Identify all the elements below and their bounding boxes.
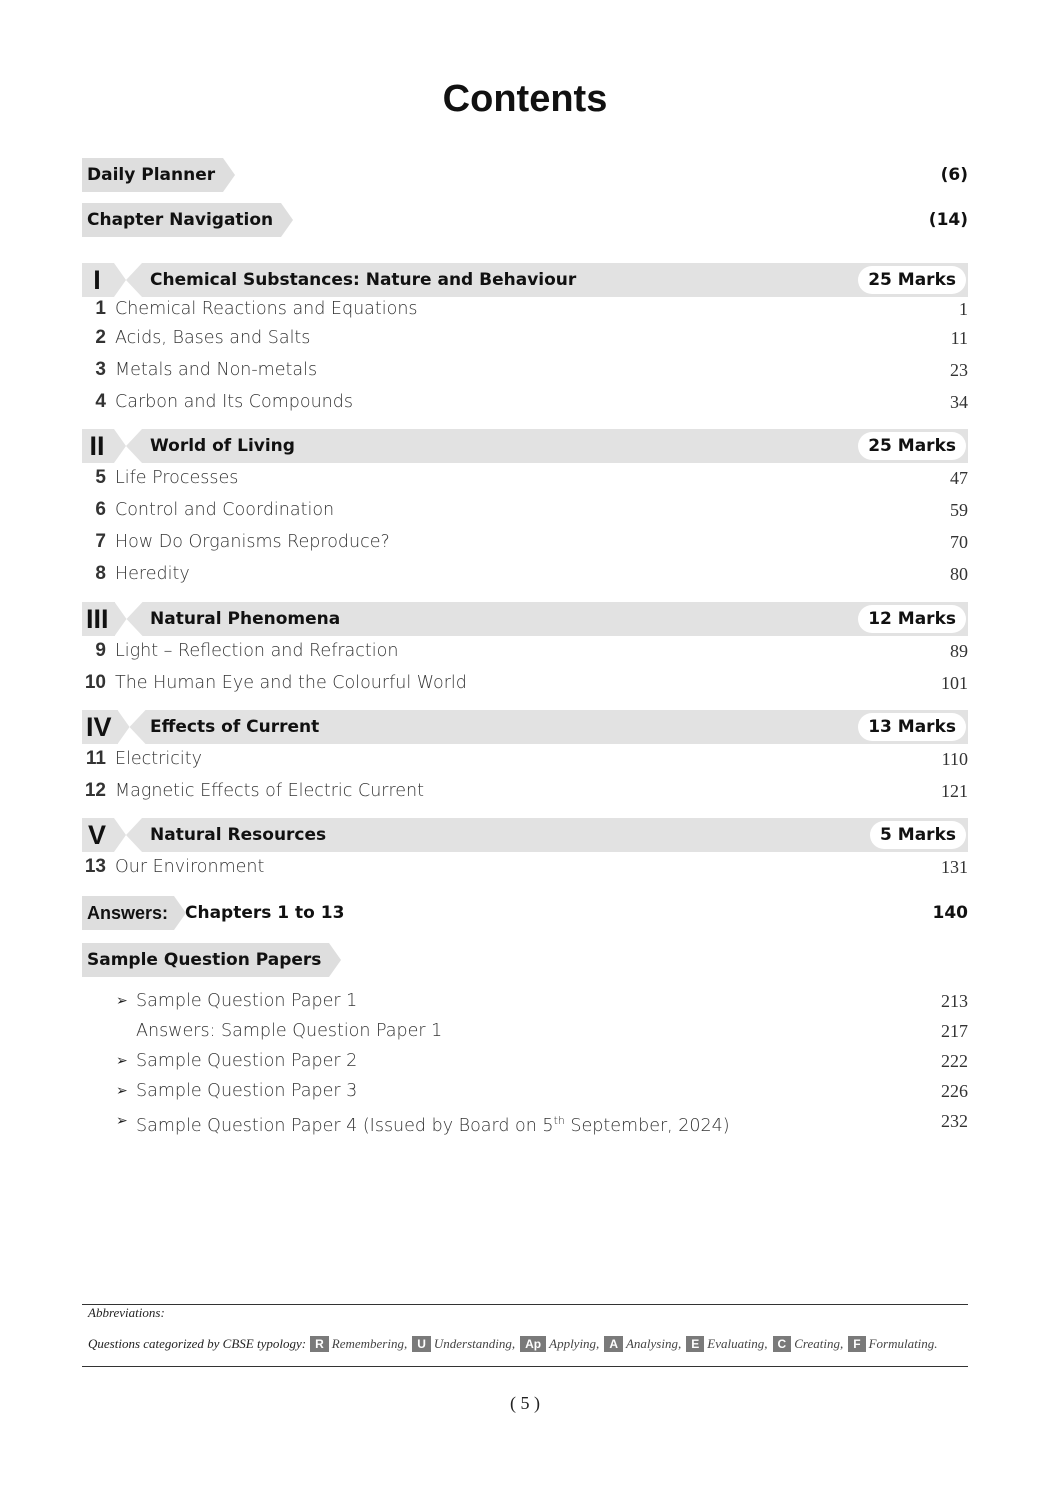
chapter-page: 80 [950, 564, 968, 584]
sample-paper-row[interactable] [116, 1017, 968, 1045]
sample-paper-name-prefix: Sample Question Paper 4 (Issued by Board on 5 [136, 1115, 554, 1136]
chapter-row[interactable] [82, 560, 968, 588]
unit-title: Natural Phenomena [150, 609, 341, 629]
unit-title: Natural Resources [150, 825, 327, 845]
unit-roman: V [82, 818, 112, 852]
sample-paper-name: Sample Question Paper 2 [136, 1051, 358, 1071]
chapter-name: Light – Reflection and Refraction [115, 641, 399, 661]
chapter-row[interactable] [82, 637, 968, 665]
unit-title: Effects of Current [150, 717, 320, 737]
sample-paper-page: 222 [941, 1051, 968, 1071]
typology-code: U [412, 1336, 431, 1352]
typology-word: Applying, [549, 1336, 600, 1351]
chapter-row[interactable] [82, 295, 968, 323]
chapter-number: 8 [95, 563, 106, 584]
footer-bottom-rule [82, 1366, 968, 1367]
unit-marks: 5 Marks [870, 821, 966, 849]
daily-planner-label: Daily Planner [82, 158, 223, 192]
typology-word: Understanding, [433, 1336, 516, 1351]
chapter-row[interactable] [82, 324, 968, 352]
chapter-row[interactable] [82, 388, 968, 416]
chapter-row[interactable] [82, 853, 968, 881]
chapter-name: Magnetic Effects of Electric Current [115, 781, 425, 801]
chapter-number: 9 [95, 640, 106, 661]
unit-header-1[interactable] [82, 263, 968, 297]
sample-papers-heading: Sample Question Papers [82, 943, 329, 977]
chapter-row[interactable] [82, 777, 968, 805]
typology-word: Evaluating, [707, 1336, 768, 1351]
typology-word: Analysing, [625, 1336, 682, 1351]
sample-paper-name: Answers: Sample Question Paper 1 [136, 1021, 443, 1041]
chapter-page: 23 [950, 360, 968, 380]
sample-paper-name-suffix: September, 2024) [564, 1115, 730, 1136]
unit-marks: 13 Marks [858, 713, 966, 741]
sample-paper-page: 217 [941, 1021, 968, 1041]
typology-lead: Questions categorized by CBSE typology: [88, 1336, 307, 1351]
chapter-name: Electricity [115, 749, 202, 769]
typology-code: C [773, 1336, 792, 1352]
chapter-page: 47 [950, 468, 968, 488]
typology-word: Creating, [794, 1336, 844, 1351]
chapter-name: Control and Coordination [115, 500, 335, 520]
chapter-number: 3 [95, 359, 106, 380]
typology-code: R [310, 1336, 329, 1352]
chapter-name: Metals and Non-metals [115, 360, 318, 380]
chapter-name: How Do Organisms Reproduce? [115, 532, 390, 552]
typology-legend [88, 1334, 942, 1354]
chapter-number: 7 [95, 531, 106, 552]
chapter-page: 11 [950, 328, 968, 348]
answers-text: Chapters 1 to 13 [185, 903, 345, 923]
chapter-row[interactable] [82, 464, 968, 492]
sample-paper-row[interactable] [116, 1107, 968, 1135]
page-title: Contents [442, 78, 608, 120]
chapter-number: 11 [85, 748, 106, 769]
unit-roman: IV [82, 710, 116, 744]
unit-roman: I [82, 263, 112, 297]
unit-marks: 12 Marks [858, 605, 966, 633]
chapter-row[interactable] [82, 356, 968, 384]
typology-code: F [848, 1336, 865, 1352]
chapter-row[interactable] [82, 496, 968, 524]
chapter-row[interactable] [82, 745, 968, 773]
chapter-number: 4 [95, 391, 106, 412]
unit-roman: II [82, 429, 112, 463]
sample-paper-page: 226 [941, 1081, 968, 1101]
chapter-row[interactable] [82, 528, 968, 556]
unit-header-2[interactable] [82, 429, 968, 463]
arrow-bullet-icon: ➢ [116, 993, 128, 1009]
unit-title: Chemical Substances: Nature and Behaviour [150, 270, 577, 290]
chapter-navigation-page: (14) [928, 210, 968, 230]
sample-paper-page: 213 [941, 991, 968, 1011]
chapter-page: 101 [941, 673, 968, 693]
page-number: ( 5 ) [510, 1393, 540, 1413]
chapter-name: Chemical Reactions and Equations [115, 299, 418, 319]
chapter-number: 13 [84, 856, 106, 877]
arrow-bullet-icon: ➢ [116, 1083, 128, 1099]
typology-word: Formulating. [868, 1336, 938, 1351]
chapter-number: 2 [95, 327, 106, 348]
unit-header-5[interactable] [82, 818, 968, 852]
unit-title: World of Living [150, 436, 295, 456]
daily-planner-page: (6) [940, 165, 968, 185]
chapter-number: 5 [95, 467, 106, 488]
ordinal-suffix: th [553, 1114, 565, 1127]
unit-marks: 25 Marks [858, 432, 966, 460]
tag-arrow-shape [281, 203, 293, 237]
footer-top-rule [82, 1304, 968, 1305]
answers-label: Answers: [82, 896, 174, 930]
sample-paper-name: Sample Question Paper 3 [136, 1081, 358, 1101]
daily-planner-tag[interactable] [82, 158, 235, 192]
abbreviations-title: Abbreviations: [88, 1305, 165, 1320]
sample-paper-name: Sample Question Paper 1 [136, 991, 358, 1011]
sample-paper-page: 232 [941, 1111, 968, 1131]
arrow-bullet-icon: ➢ [116, 1053, 128, 1069]
chapter-page: 89 [950, 641, 968, 661]
arrow-bullet-icon: ➢ [116, 1113, 128, 1129]
chapter-row[interactable] [82, 669, 968, 697]
sample-papers-tag[interactable] [82, 943, 341, 977]
sample-paper-name [136, 1107, 730, 1140]
chapter-name: Heredity [115, 564, 190, 584]
chapter-page: 34 [950, 392, 968, 412]
chapter-page: 59 [950, 500, 968, 520]
typology-word: Remembering, [331, 1336, 408, 1351]
unit-header-4[interactable] [82, 710, 968, 744]
typology-code: A [604, 1336, 623, 1352]
sample-paper-row[interactable] [116, 987, 968, 1015]
chapter-number: 10 [84, 672, 106, 693]
typology-code: E [686, 1336, 704, 1352]
chapter-page: 131 [941, 857, 968, 877]
chapter-number: 1 [95, 298, 106, 319]
chapter-page: 110 [941, 749, 968, 769]
chapter-page: 1 [959, 299, 968, 319]
chapter-number: 12 [84, 780, 106, 801]
chapter-name: Life Processes [115, 468, 239, 488]
tag-arrow-shape [329, 943, 341, 977]
unit-roman: III [82, 602, 113, 636]
chapter-name: Our Environment [115, 857, 265, 877]
chapter-name: Carbon and Its Compounds [115, 392, 353, 412]
chapter-navigation-label: Chapter Navigation [82, 203, 281, 237]
chapter-page: 70 [950, 532, 968, 552]
typology-code: Ap [520, 1336, 546, 1352]
unit-header-3[interactable] [82, 602, 968, 636]
sample-paper-row[interactable] [116, 1047, 968, 1075]
chapter-number: 6 [95, 499, 106, 520]
unit-marks: 25 Marks [858, 266, 966, 294]
tag-arrow-shape [223, 158, 235, 192]
chapter-name: The Human Eye and the Colourful World [115, 673, 467, 693]
answers-row[interactable] [82, 896, 968, 930]
chapter-page: 121 [941, 781, 968, 801]
chapter-name: Acids, Bases and Salts [115, 328, 311, 348]
sample-paper-row[interactable] [116, 1077, 968, 1105]
chapter-navigation-tag[interactable] [82, 203, 293, 237]
answers-page: 140 [932, 903, 968, 923]
